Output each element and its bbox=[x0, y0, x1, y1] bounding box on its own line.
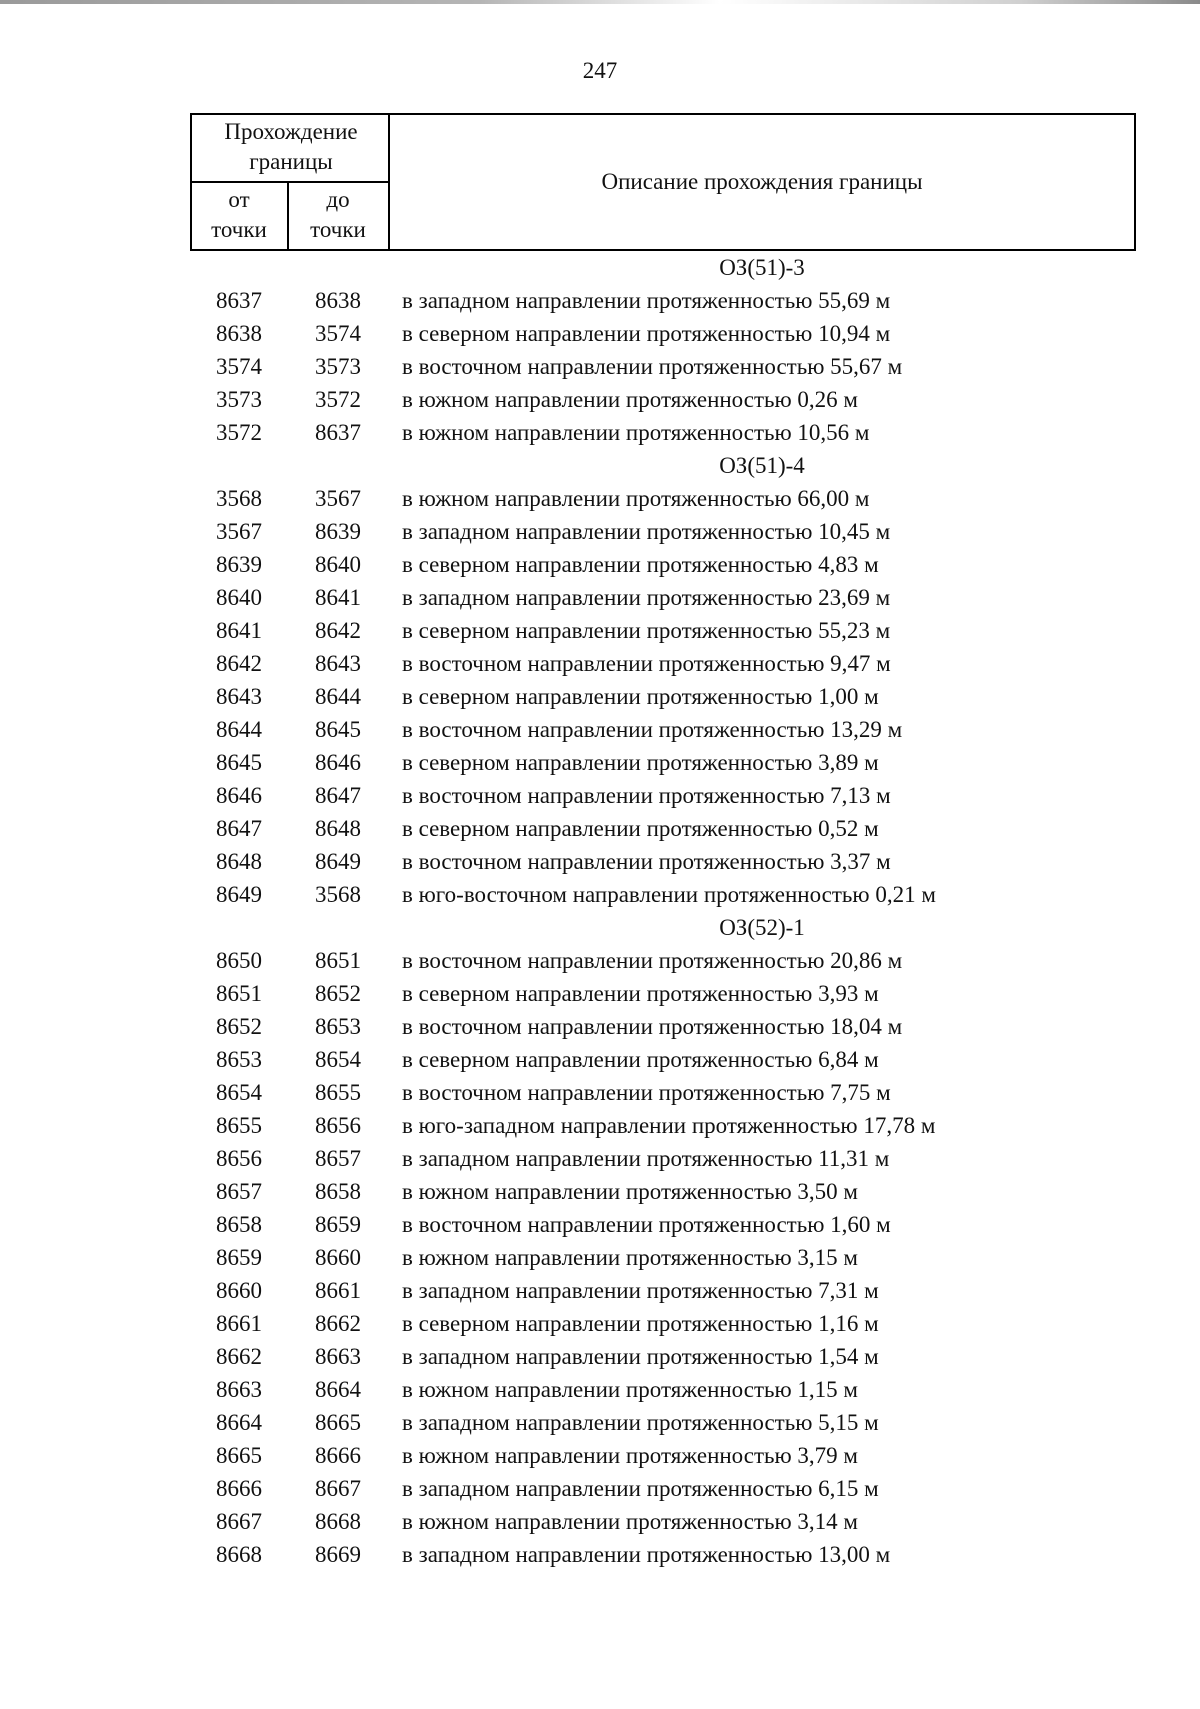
boundary-description: в южном направлении протяженностью 3,79 м bbox=[402, 1443, 858, 1468]
from-point: 8640 bbox=[216, 585, 262, 610]
from-point: 8665 bbox=[216, 1443, 262, 1468]
from-point: 8657 bbox=[216, 1179, 262, 1204]
from-point: 8663 bbox=[216, 1377, 262, 1402]
boundary-description: в южном направлении протяженностью 0,26 м bbox=[402, 387, 858, 412]
table-row bbox=[190, 1241, 1136, 1274]
from-point: 8653 bbox=[216, 1047, 262, 1072]
boundary-description: в восточном направлении протяженностью 7,75 м bbox=[402, 1080, 891, 1105]
table-row bbox=[190, 1010, 1136, 1043]
from-point: 8646 bbox=[216, 783, 262, 808]
table-row bbox=[190, 1373, 1136, 1406]
from-point: 8655 bbox=[216, 1113, 262, 1138]
page-number: 247 bbox=[582, 58, 618, 83]
from-point: 8647 bbox=[216, 816, 262, 841]
table-row bbox=[190, 1340, 1136, 1373]
table-row bbox=[190, 383, 1136, 416]
boundary-description: в южном направлении протяженностью 3,15 м bbox=[402, 1245, 858, 1270]
table-row bbox=[190, 548, 1136, 581]
to-point: 8652 bbox=[315, 981, 361, 1006]
boundary-description: в южном направлении протяженностью 3,50 м bbox=[402, 1179, 858, 1204]
to-point: 3568 bbox=[315, 882, 361, 907]
boundary-description: в северном направлении протяженностью 4,83 м bbox=[402, 552, 879, 577]
header-to-label: до точки bbox=[310, 187, 366, 242]
table-row bbox=[190, 1076, 1136, 1109]
boundary-description: в западном направлении протяженностью 10,45 м bbox=[402, 519, 891, 544]
to-point: 8665 bbox=[315, 1410, 361, 1435]
boundary-description: в западном направлении протяженностью 55,69 м bbox=[402, 288, 891, 313]
boundary-description: в северном направлении протяженностью 6,84 м bbox=[402, 1047, 879, 1072]
table-row bbox=[190, 1175, 1136, 1208]
to-point: 8639 bbox=[315, 519, 361, 544]
to-point: 8644 bbox=[315, 684, 361, 709]
section-title: ОЗ(51)-4 bbox=[719, 453, 805, 478]
table-row bbox=[190, 779, 1136, 812]
from-point: 8641 bbox=[216, 618, 262, 643]
to-point: 8638 bbox=[315, 288, 361, 313]
table-row bbox=[190, 845, 1136, 878]
table-row bbox=[190, 284, 1136, 317]
to-point: 8664 bbox=[315, 1377, 361, 1402]
to-point: 8649 bbox=[315, 849, 361, 874]
boundary-description: в северном направлении протяженностью 1,16 м bbox=[402, 1311, 879, 1336]
from-point: 8648 bbox=[216, 849, 262, 874]
from-point: 8667 bbox=[216, 1509, 262, 1534]
section-title: ОЗ(51)-3 bbox=[719, 255, 805, 280]
table-row bbox=[190, 746, 1136, 779]
from-point: 8644 bbox=[216, 717, 262, 742]
to-point: 3574 bbox=[315, 321, 361, 346]
boundary-description: в южном направлении протяженностью 10,56 м bbox=[402, 420, 870, 445]
to-point: 8637 bbox=[315, 420, 361, 445]
boundary-description: в западном направлении протяженностью 7,31 м bbox=[402, 1278, 879, 1303]
from-point: 8650 bbox=[216, 948, 262, 973]
from-point: 8666 bbox=[216, 1476, 262, 1501]
table-row bbox=[190, 581, 1136, 614]
to-point: 8651 bbox=[315, 948, 361, 973]
boundary-description: в южном направлении протяженностью 66,00 м bbox=[402, 486, 870, 511]
boundary-description: в южном направлении протяженностью 3,14 м bbox=[402, 1509, 858, 1534]
boundary-description: в восточном направлении протяженностью 18,04 м bbox=[402, 1014, 903, 1039]
from-point: 8668 bbox=[216, 1542, 262, 1567]
table-row bbox=[190, 416, 1136, 449]
boundary-description: в восточном направлении протяженностью 20,86 м bbox=[402, 948, 903, 973]
table-row bbox=[190, 317, 1136, 350]
boundary-description: в восточном направлении протяженностью 1,60 м bbox=[402, 1212, 891, 1237]
boundary-description: в восточном направлении протяженностью 13,29 м bbox=[402, 717, 903, 742]
to-point: 8642 bbox=[315, 618, 361, 643]
from-point: 8639 bbox=[216, 552, 262, 577]
boundary-description: в юго-западном направлении протяженностью 17,78 м bbox=[402, 1113, 936, 1138]
table-row bbox=[190, 1109, 1136, 1142]
header-top-border bbox=[190, 113, 1136, 115]
from-point: 8643 bbox=[216, 684, 262, 709]
from-point: 8652 bbox=[216, 1014, 262, 1039]
to-point: 8640 bbox=[315, 552, 361, 577]
boundary-description: в западном направлении протяженностью 11,31 м bbox=[402, 1146, 890, 1171]
table-row bbox=[190, 1505, 1136, 1538]
to-point: 8668 bbox=[315, 1509, 361, 1534]
from-point: 8662 bbox=[216, 1344, 262, 1369]
table-row bbox=[190, 878, 1136, 911]
table-row bbox=[190, 350, 1136, 383]
from-point: 8661 bbox=[216, 1311, 262, 1336]
to-point: 8647 bbox=[315, 783, 361, 808]
table-row bbox=[190, 1439, 1136, 1472]
from-point: 8660 bbox=[216, 1278, 262, 1303]
to-point: 8653 bbox=[315, 1014, 361, 1039]
table-row bbox=[190, 812, 1136, 845]
table-row bbox=[190, 977, 1136, 1010]
to-point: 8646 bbox=[315, 750, 361, 775]
table-header bbox=[190, 113, 1136, 251]
header-divider-points bbox=[287, 181, 289, 251]
to-point: 8666 bbox=[315, 1443, 361, 1468]
from-point: 8658 bbox=[216, 1212, 262, 1237]
table-row bbox=[190, 1406, 1136, 1439]
from-point: 3574 bbox=[216, 354, 262, 379]
to-point: 8654 bbox=[315, 1047, 361, 1072]
to-point: 8658 bbox=[315, 1179, 361, 1204]
from-point: 3573 bbox=[216, 387, 262, 412]
boundary-description: в северном направлении протяженностью 55,23 м bbox=[402, 618, 891, 643]
to-point: 8657 bbox=[315, 1146, 361, 1171]
table-row bbox=[190, 647, 1136, 680]
table-row bbox=[190, 1208, 1136, 1241]
from-point: 8664 bbox=[216, 1410, 262, 1435]
to-point: 3573 bbox=[315, 354, 361, 379]
table-row bbox=[190, 944, 1136, 977]
to-point: 8648 bbox=[315, 816, 361, 841]
boundary-description: в северном направлении протяженностью 3,93 м bbox=[402, 981, 879, 1006]
boundary-table bbox=[190, 113, 1136, 1571]
from-point: 3568 bbox=[216, 486, 262, 511]
table-row bbox=[190, 713, 1136, 746]
boundary-description: в западном направлении протяженностью 5,15 м bbox=[402, 1410, 879, 1435]
to-point: 8661 bbox=[315, 1278, 361, 1303]
boundary-description: в северном направлении протяженностью 1,00 м bbox=[402, 684, 879, 709]
table-row bbox=[190, 1307, 1136, 1340]
header-right-border bbox=[1134, 113, 1136, 251]
boundary-description: в восточном направлении протяженностью 7,13 м bbox=[402, 783, 891, 808]
from-point: 8642 bbox=[216, 651, 262, 676]
header-divider-group bbox=[190, 181, 390, 183]
to-point: 8663 bbox=[315, 1344, 361, 1369]
boundary-description: в западном направлении протяженностью 1,54 м bbox=[402, 1344, 879, 1369]
table-row bbox=[190, 614, 1136, 647]
boundary-description: в юго-восточном направлении протяженностью 0,21 м bbox=[402, 882, 936, 907]
to-point: 8645 bbox=[315, 717, 361, 742]
table-row bbox=[190, 680, 1136, 713]
boundary-description: в западном направлении протяженностью 6,15 м bbox=[402, 1476, 879, 1501]
header-description-label: Описание прохождения границы bbox=[601, 169, 923, 194]
to-point: 8641 bbox=[315, 585, 361, 610]
boundary-description: в южном направлении протяженностью 1,15 м bbox=[402, 1377, 858, 1402]
table-row bbox=[190, 1043, 1136, 1076]
table-row bbox=[190, 1274, 1136, 1307]
to-point: 8669 bbox=[315, 1542, 361, 1567]
table-body bbox=[190, 251, 1136, 1571]
boundary-description: в северном направлении протяженностью 0,52 м bbox=[402, 816, 879, 841]
to-point: 8667 bbox=[315, 1476, 361, 1501]
table-row bbox=[190, 482, 1136, 515]
from-point: 8654 bbox=[216, 1080, 262, 1105]
from-point: 8637 bbox=[216, 288, 262, 313]
boundary-description: в северном направлении протяженностью 10,94 м bbox=[402, 321, 891, 346]
to-point: 8656 bbox=[315, 1113, 361, 1138]
from-point: 8659 bbox=[216, 1245, 262, 1270]
to-point: 8655 bbox=[315, 1080, 361, 1105]
from-point: 3567 bbox=[216, 519, 262, 544]
header-group-label: Прохождение границы bbox=[224, 119, 358, 174]
table-row bbox=[190, 1142, 1136, 1175]
from-point: 8645 bbox=[216, 750, 262, 775]
boundary-description: в западном направлении протяженностью 23,69 м bbox=[402, 585, 891, 610]
boundary-description: в восточном направлении протяженностью 55,67 м bbox=[402, 354, 903, 379]
scan-edge bbox=[0, 0, 1200, 4]
to-point: 8662 bbox=[315, 1311, 361, 1336]
table-row bbox=[190, 1538, 1136, 1571]
to-point: 8659 bbox=[315, 1212, 361, 1237]
to-point: 8660 bbox=[315, 1245, 361, 1270]
boundary-description: в восточном направлении протяженностью 3,37 м bbox=[402, 849, 891, 874]
from-point: 8651 bbox=[216, 981, 262, 1006]
to-point: 3567 bbox=[315, 486, 361, 511]
section-title: ОЗ(52)-1 bbox=[719, 915, 805, 940]
table-row bbox=[190, 1472, 1136, 1505]
from-point: 8638 bbox=[216, 321, 262, 346]
to-point: 3572 bbox=[315, 387, 361, 412]
boundary-description: в восточном направлении протяженностью 9,47 м bbox=[402, 651, 891, 676]
from-point: 3572 bbox=[216, 420, 262, 445]
from-point: 8656 bbox=[216, 1146, 262, 1171]
to-point: 8643 bbox=[315, 651, 361, 676]
boundary-description: в западном направлении протяженностью 13,00 м bbox=[402, 1542, 891, 1567]
table-row bbox=[190, 515, 1136, 548]
boundary-description: в северном направлении протяженностью 3,89 м bbox=[402, 750, 879, 775]
header-from-label: от точки bbox=[211, 187, 267, 242]
from-point: 8649 bbox=[216, 882, 262, 907]
